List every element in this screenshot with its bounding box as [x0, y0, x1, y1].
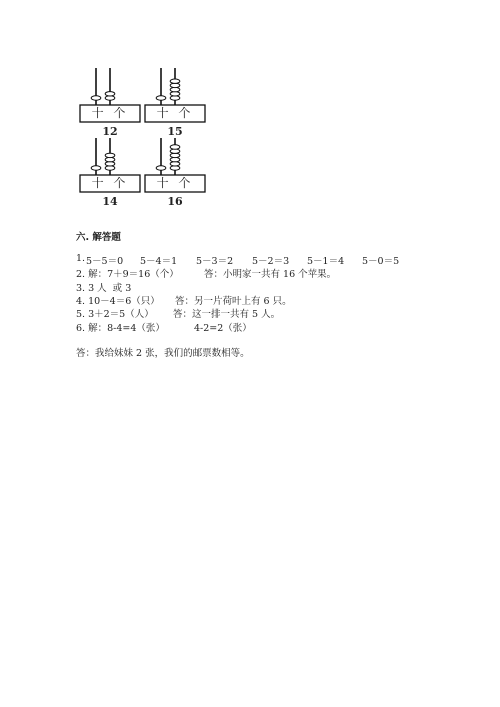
- q4-work: 4. 10－4＝6（只）: [76, 296, 160, 307]
- ones-bead: [105, 153, 115, 157]
- q4-answer: 答：另一片荷叶上有 6 只。: [175, 296, 292, 307]
- ones-bead: [170, 79, 180, 83]
- q1-equation: 5－0＝5: [362, 256, 400, 267]
- q1-equation: 5－4＝1: [140, 256, 178, 267]
- abacus-label: 十 个: [91, 176, 129, 190]
- q5-work: 5. 3＋2＝5（人）: [76, 309, 154, 320]
- abacus-15: [144, 68, 210, 148]
- final-answer: 答：我给妹妹 2 张，我们的邮票数相等。: [76, 348, 250, 359]
- abacus-12: [79, 68, 145, 148]
- abacus-16: [144, 138, 210, 218]
- abacus-14: [79, 138, 145, 218]
- q1-equation: 5－2＝3: [252, 256, 290, 267]
- q5-answer: 答：这一排一共有 5 人。: [173, 309, 281, 320]
- abacus-label: 十 个: [156, 106, 194, 120]
- abacus-label: 十 个: [91, 106, 129, 120]
- abacus-number: 12: [102, 125, 118, 138]
- ones-bead: [170, 145, 180, 149]
- q3-text: 3. 3 人 或 3: [76, 283, 132, 294]
- abacus-number: 16: [167, 195, 183, 208]
- q2-work: 2. 解：7＋9＝16（个）: [76, 269, 179, 280]
- abacus-number: 14: [102, 195, 118, 208]
- tens-bead: [91, 166, 101, 170]
- ones-bead: [105, 92, 115, 96]
- q1-equation: 5－5＝0: [86, 256, 124, 267]
- q6-work-step2: 4-2=2（张）: [194, 323, 252, 334]
- abacus-label: 十 个: [156, 176, 194, 190]
- q1-prefix: 1.: [76, 253, 89, 264]
- tens-bead: [156, 166, 166, 170]
- abacus-number: 15: [167, 125, 183, 138]
- section-title: 六. 解答题: [76, 232, 121, 243]
- q2-answer: 答：小明家一共有 16 个苹果。: [204, 269, 337, 280]
- q6-work: 6. 解：8-4=4（张）: [76, 323, 165, 334]
- q1-equation: 5－1＝4: [307, 256, 345, 267]
- tens-bead: [91, 96, 101, 100]
- tens-bead: [156, 96, 166, 100]
- q1-equation: 5－3＝2: [196, 256, 234, 267]
